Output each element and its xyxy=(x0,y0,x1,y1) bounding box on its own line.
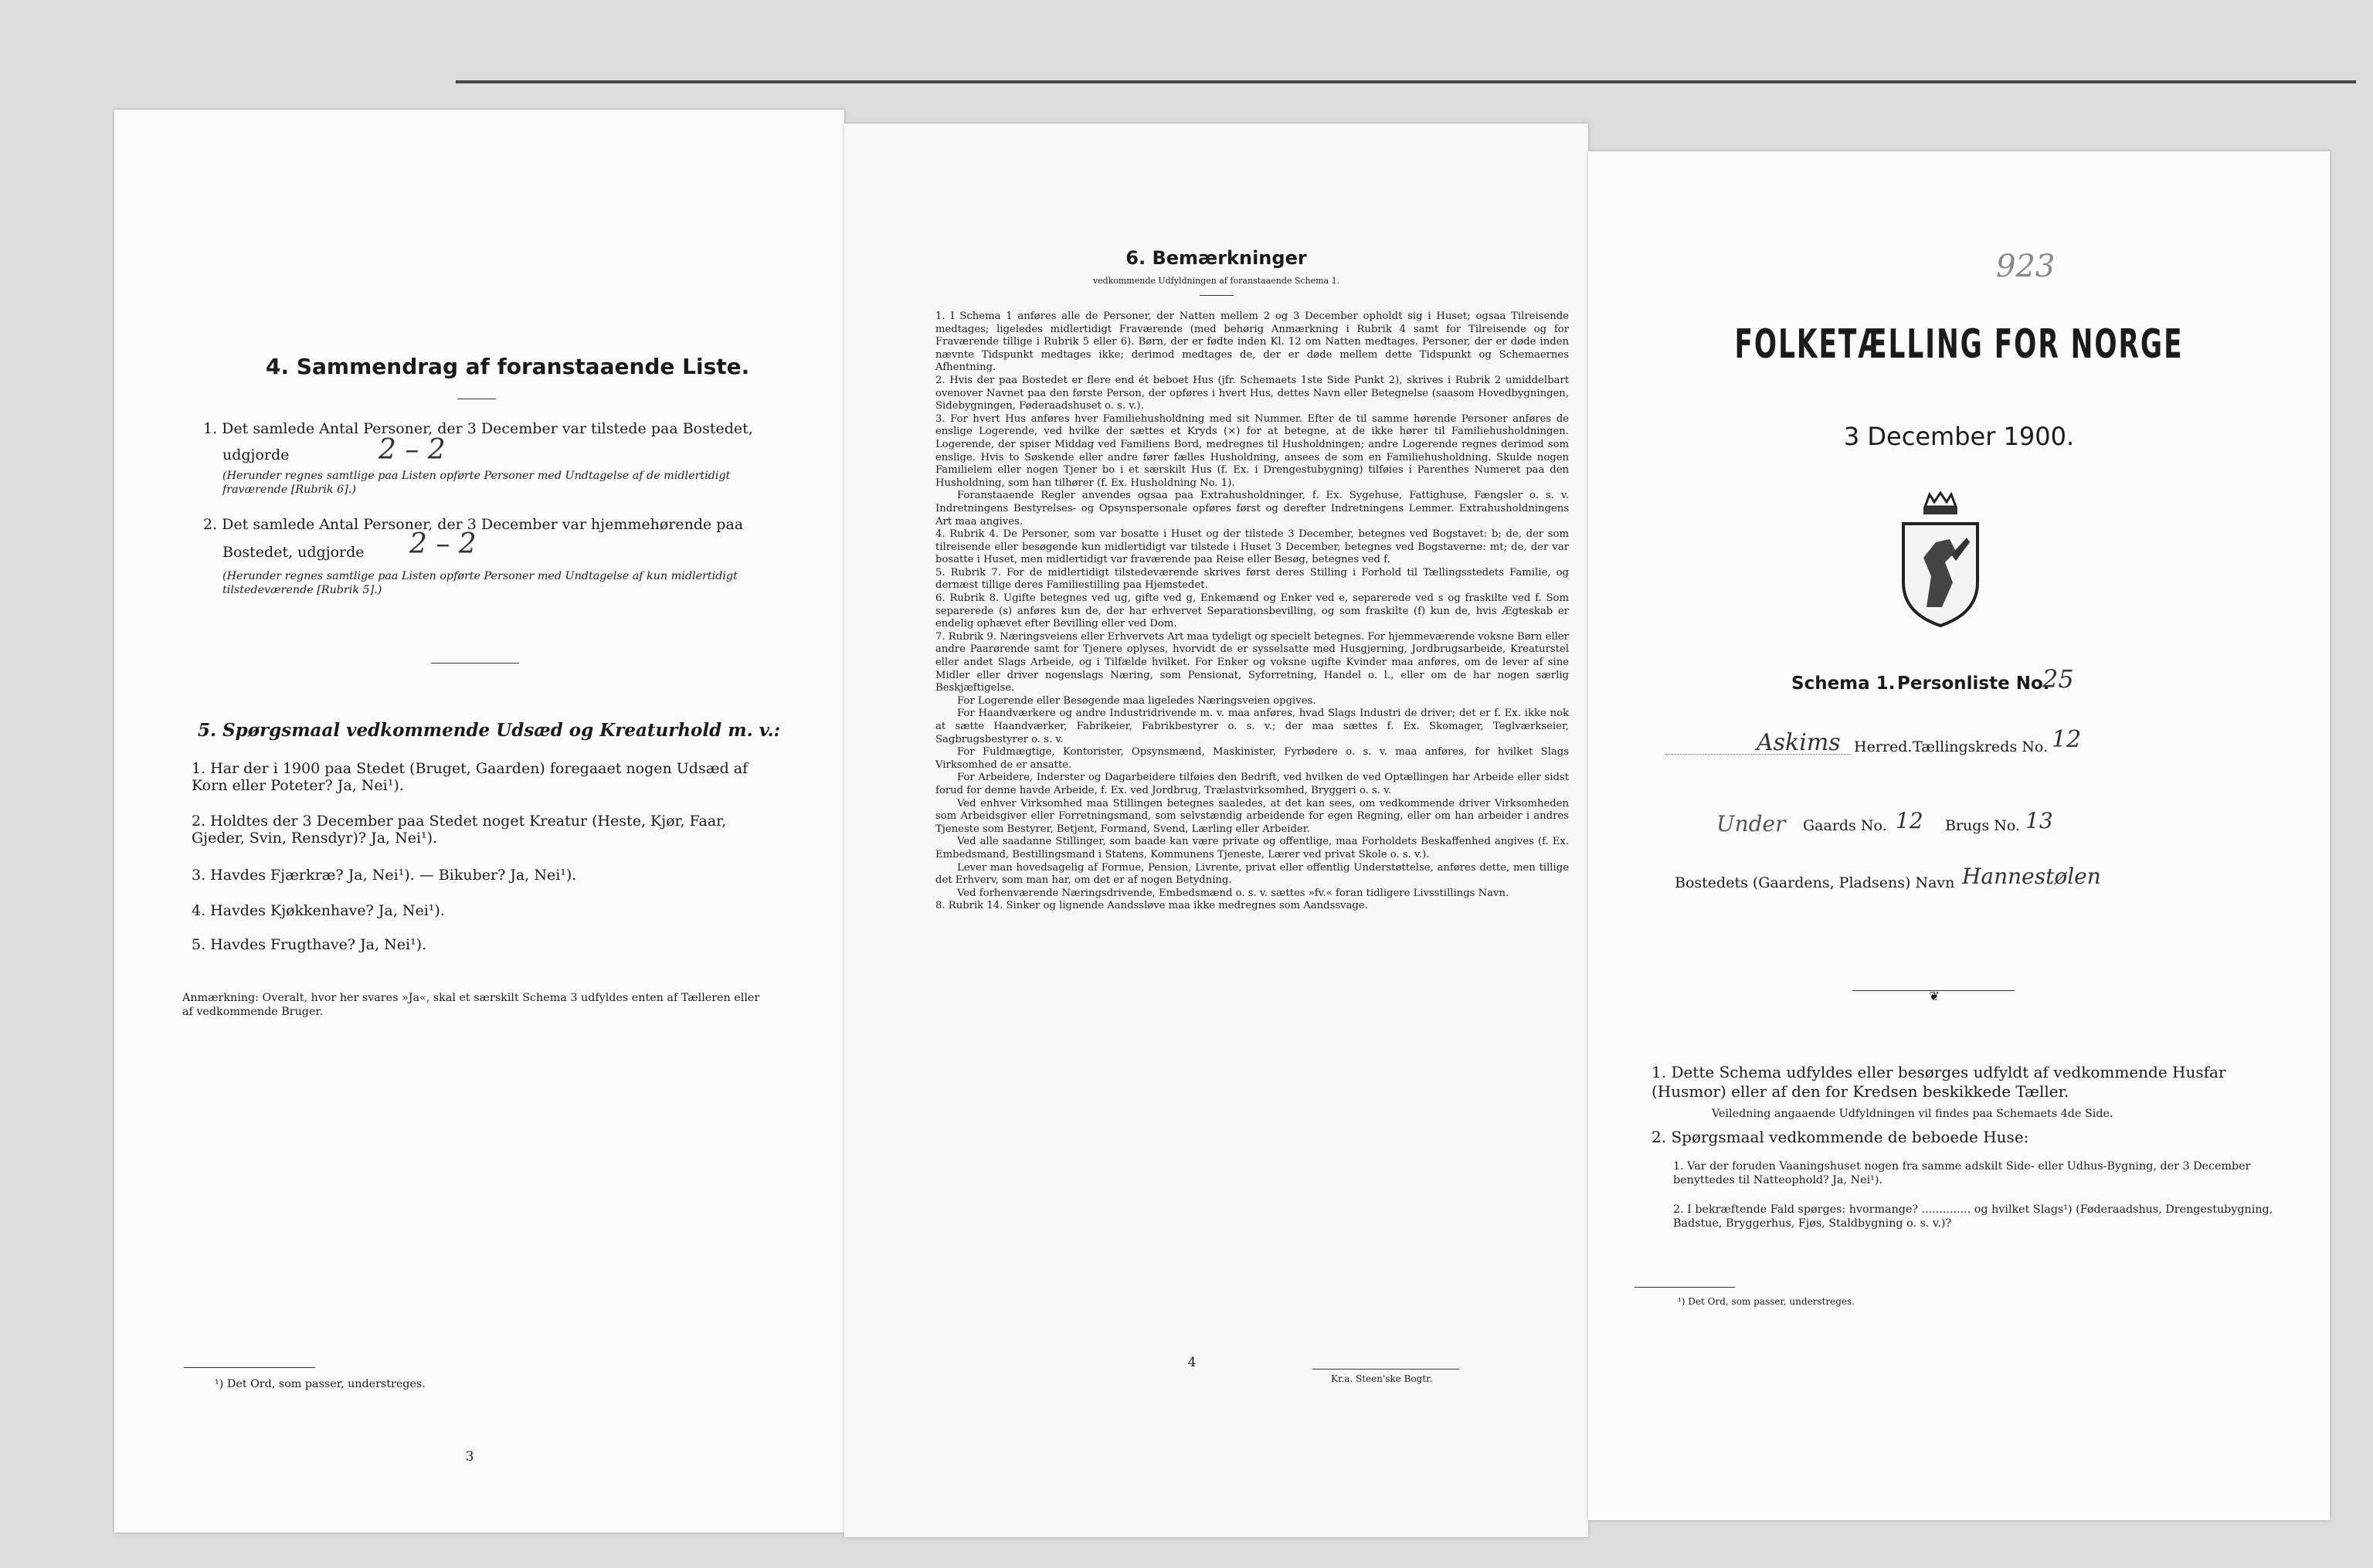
question-5: 5. Havdes Frugthave? Ja, Nei¹). xyxy=(192,936,427,953)
remark-paragraph: 8. Rubrik 14. Sinker og lignende Aandssløve maa ikke medregnes som Aandssvage. xyxy=(935,900,1368,912)
page-number: 3 xyxy=(465,1449,474,1464)
question-1: 1. Har der i 1900 paa Stedet (Bruget, Gaarden) foregaaet nogen Udsæd af Korn eller Poteter? Ja, Nei¹). xyxy=(192,760,749,794)
personliste-label: Personliste No. xyxy=(1897,674,2050,694)
summary-item-2-note: (Herunder regnes samtlige paa Listen opførte Personer med Undtagelse af kun midlertidigt tilstedeværende [Rubrik 5].) xyxy=(222,570,738,596)
printer-mark: Kr.a. Steen'ske Bogtr. xyxy=(1331,1373,1433,1384)
instruction-1-note: Veiledning angaaende Udfyldningen vil findes paa Schemaets 4de Side. xyxy=(1712,1108,2113,1120)
remark-paragraph: For Haandværkere og andre Industridrivende m. v. maa anføres, hvad Slags Industri de driver; det er f. Ex. ikke nok at sætte Haandværker, Fabrikeier, Fabrikbestyrer o. s. v.; der maa sættes f. Ex. Skomager, Teglværkseier, Sagbrugsbestyrer o. s. v. xyxy=(935,708,1569,745)
brugs-label: Brugs No. xyxy=(1945,817,2021,834)
summary-item-1-udgjorde: udgjorde xyxy=(222,446,290,463)
page-4 xyxy=(844,124,1588,1537)
footnote: ¹) Det Ord, som passer, understreges. xyxy=(215,1378,426,1390)
remark-paragraph: Lever man hovedsagelig af Formue, Pension, Livrente, privat eller offentlig Understøttelse, anføres dette, men tillige det Erhverv, som man har, om det er af nogen Betydning. xyxy=(935,861,1569,887)
bosted-value: Hannestølen xyxy=(1962,864,2101,889)
anmaerkning: Anmærkning: Overalt, hvor her svares »Ja«, skal et særskilt Schema 3 udfyldes enten af Tælleren eller af vedkommende Bruger. xyxy=(182,992,760,1018)
remark-paragraph: For Fuldmægtige, Kontorister, Opsynsmænd, Maskinister, Fyrbødere o. s. v. maa anføres, for hvilket Slags Virksomhed de er ansatte. xyxy=(935,746,1569,771)
remark-paragraph: Foranstaaende Regler anvendes ogsaa paa Extrahusholdninger, f. Ex. Sygehuse, Fattighuse, Fængsler o. s. v. Indretningens Bestyrelses- og Opsynspersonale opføres først og derefter Indretningens Lemmer. Extrahusholdningens Art maa angives. xyxy=(935,490,1569,528)
herred-value: Askims xyxy=(1757,729,1841,756)
ornament-icon: ❦ xyxy=(1929,989,1940,1003)
question-2: 2. Holdtes der 3 December paa Stedet noget Kreatur (Heste, Kjør, Faar, Gjeder, Svin, Rensdyr)? Ja, Nei¹). xyxy=(192,813,727,847)
remarks-subtitle: vedkommende Udfyldningen af foranstaaende Schema 1. xyxy=(1092,276,1340,286)
divider xyxy=(431,663,519,664)
question-4: 4. Havdes Kjøkkenhave? Ja, Nei¹). xyxy=(192,902,445,919)
brugs-value: 13 xyxy=(2025,808,2053,833)
remark-paragraph: 7. Rubrik 9. Næringsveiens eller Erhvervets Art maa tydeligt og specielt betegnes. For hjemmeværende voksne Børn eller andre Paarørende samt for Tjenere oplyses, hvorvidt de er sysselsatte med Husgjerning, Jordbrugsarbeide, Kreaturstel eller andet Slags Arbeide, og i Tilfælde hvilket. For Enker og voksne ugifte Kvinder maa anføres, om de lever af sine Midler eller driver nogenslags Næring, som Pensionat, Syforretning, Handel o. l., eller om de har nogen særlig Beskjæftigelse. xyxy=(935,630,1569,694)
instruction-1: 1. Dette Schema udfyldes eller besørges udfyldt af vedkommende Husfar (Husmor) eller af den for Kredsen beskikkede Tæller. xyxy=(1652,1063,2226,1101)
remark-paragraph: Ved forhenværende Næringsdrivende, Embedsmænd o. s. v. sættes »fv.« foran tidligere Livsstillings Navn. xyxy=(957,887,1509,899)
page-number: 4 xyxy=(1187,1355,1197,1370)
footnote-rule xyxy=(1635,1287,1735,1288)
gaards-label: Gaards No. xyxy=(1803,817,1887,834)
gaards-value: 12 xyxy=(1896,808,1923,833)
instruction-2: 2. Spørgsmaal vedkommende de beboede Huse: xyxy=(1652,1128,2029,1146)
summary-item-2-bostedet: Bostedet, udgjorde xyxy=(222,544,365,561)
personliste-number: 25 xyxy=(2042,664,2074,694)
census-date: 3 December 1900. xyxy=(1843,422,2075,451)
main-title: FOLKETÆLLING FOR NORGE xyxy=(1734,321,2184,368)
scan-top-line xyxy=(456,80,2356,83)
section4-title: 4. Sammendrag af foranstaaende Liste. xyxy=(266,354,750,379)
under-prefix: Under xyxy=(1716,811,1786,837)
remark-paragraph: 1. I Schema 1 anføres alle de Personer, der Natten mellem 2 og 3 December opholdt sig i Huset; ogsaa Tilreisende medtages; ligeledes midlertidigt Fraværende (med behørig Anmærkning i Rubrik 4 samt for Tilreisende og for Fraværende tillige i Rubrik 5 eller 6). Børn, der er fødte inden Kl. 12 om Natten medtages. Personer, der er døde inden nævnte Tidspunkt medtages ikke; derimod medtages de, der er døde mellem dette Tidspunkt og Schemaernes Afhentning. xyxy=(935,311,1569,374)
question-3: 3. Havdes Fjærkræ? Ja, Nei¹). — Bikuber? Ja, Nei¹). xyxy=(192,867,577,884)
page-3 xyxy=(114,110,844,1532)
page-1 xyxy=(1588,151,2330,1520)
remark-paragraph: 6. Rubrik 8. Ugifte betegnes ved ug, gifte ved g, Enkemænd og Enker ved e, separerede ved s og fraskilte ved f. Som separerede (s) anføres kun de, der har erhvervet Separationsbevilling, og som fraskilte (f) kun de, hvis Ægteskab er endelig ophævet efter Bevilling eller ved Dom. xyxy=(935,592,1569,630)
herred-label: Herred. xyxy=(1854,738,1913,755)
footnote-rule xyxy=(184,1367,315,1368)
footnote: ¹) Det Ord, som passer, understreges. xyxy=(1678,1296,1855,1307)
remarks-body xyxy=(935,311,1569,913)
archive-number: 923 xyxy=(1996,249,2056,284)
section5-title: 5. Spørgsmaal vedkommende Udsæd og Kreaturhold m. v.: xyxy=(198,720,781,741)
summary-item-1-note: (Herunder regnes samtlige paa Listen opførte Personer med Undtagelse af de midlertidigt fraværende [Rubrik 6].) xyxy=(222,470,731,496)
instruction-2-question-1: 1. Var der foruden Vaaningshuset nogen fra samme adskilt Side- eller Udhus-Bygning, der 3 December benyttedes til Natteophold? Ja, Nei¹). xyxy=(1673,1160,2251,1186)
remark-paragraph: For Arbeidere, Inderster og Dagarbeidere tilføies den Bedrift, ved hvilken de ved Optællingen har Arbeide eller sidst forud for denne havde Arbeide, f. Ex. ved Jordbrug, Trælastvirksomhed, Bryggeri o. s. v. xyxy=(935,772,1569,796)
remark-paragraph: 2. Hvis der paa Bostedet er flere end ét beboet Hus (jfr. Schemaets 1ste Side Punkt 2), skrives i Rubrik 2 umiddelbart ovenover Navnet paa den første Person, der opføres i hvert Hus, dettes Navn eller Betegnelse (saasom Hovedbygningen, Sidebygningen, Føderaadshuset o. s. v.). xyxy=(935,374,1569,412)
remarks-title: 6. Bemærkninger xyxy=(1125,247,1307,269)
remark-paragraph: 4. Rubrik 4. De Personer, som var bosatte i Huset og der tilstede 3 December, betegnes ved Bogstavet: b; de, der som tilreisende eller besøgende kun midlertidigt var tilstede i Huset 3 December, betegnes ved Bogstaverne: mt; de, der var bosatte i Huset, men midlertidigt var fraværende paa Reise eller Besøg, betegnes ved f. xyxy=(935,528,1569,566)
remark-paragraph: For Logerende eller Besøgende maa ligeledes Næringsveien opgives. xyxy=(957,694,1316,707)
summary-item-2: 2. Det samlede Antal Personer, der 3 December var hjemmehørende paa xyxy=(203,516,744,533)
divider xyxy=(1200,295,1234,296)
summary-item-2-value: 2 – 2 xyxy=(409,528,477,560)
schema-label: Schema 1. xyxy=(1791,674,1896,694)
summary-item-1-value: 2 – 2 xyxy=(379,434,446,466)
bosted-label: Bostedets (Gaardens, Pladsens) Navn xyxy=(1675,874,1955,891)
remark-paragraph: 5. Rubrik 7. For de midlertidigt tilstedeværende skrives først deres Stilling i Forhold til Tællingsstedets Familie, og dernæst tillige deres Familiestilling paa Hjemstedet. xyxy=(935,566,1569,592)
kreds-label: Tællingskreds No. xyxy=(1913,738,2048,755)
instruction-2-question-2: 2. I bekræftende Fald spørges: hvormange? .............. og hvilket Slags¹) (Føderaadshus, Drengestubygning, Badstue, Bryggerhus, Fjøs, Staldbygning o. s. v.)? xyxy=(1673,1203,2273,1230)
summary-item-1: 1. Det samlede Antal Personer, der 3 December var tilstede paa Bostedet, xyxy=(203,420,753,437)
remark-paragraph: Ved alle saadanne Stillinger, som baade kan være private og offentlige, maa Forholdets Beskaffenhed angives (f. Ex. Embedsmand, Bestillingsmand i Statens, Kommunens Tjeneste, Lærer ved privat Skole o. s. v.). xyxy=(935,836,1569,860)
coat-of-arms-icon xyxy=(1896,491,1985,629)
remark-paragraph: 3. For hvert Hus anføres hver Familiehusholdning med sit Nummer. Efter de til samme hørende Personer anføres de enslige Logerende, ved hvilke der sættes et Kryds (×) for at betegne, at de ikke hører til Familiehusholdningen. Logerende, der spiser Middag ved Familiens Bord, medregnes til Husholdningen; andre Logerende regnes derimod som enslige. Hvis to Søskende eller andre fører fælles Husholdning, ansees de som en Familiehusholdning. Skulde nogen Familielem eller nogen Tjener bo i et særskilt Hus (f. Ex. i Drengestubygning) tilføies i Parenthes Numeret paa den Husholdning, som han tilhører (f. Ex. Husholdning No. 1). xyxy=(935,412,1569,489)
kreds-value: 12 xyxy=(2052,726,2082,753)
remark-paragraph: Ved enhver Virksomhed maa Stillingen betegnes saaledes, at det kan sees, om vedkommende driver Virksomheden som Arbeidsgiver eller Forretningsmand, som selvstændig arbeidende for egen Regning, eller om han arbeider i andres Tjeneste som Bestyrer, Betjent, Formand, Svend, Lærling eller Arbeider. xyxy=(935,797,1569,835)
